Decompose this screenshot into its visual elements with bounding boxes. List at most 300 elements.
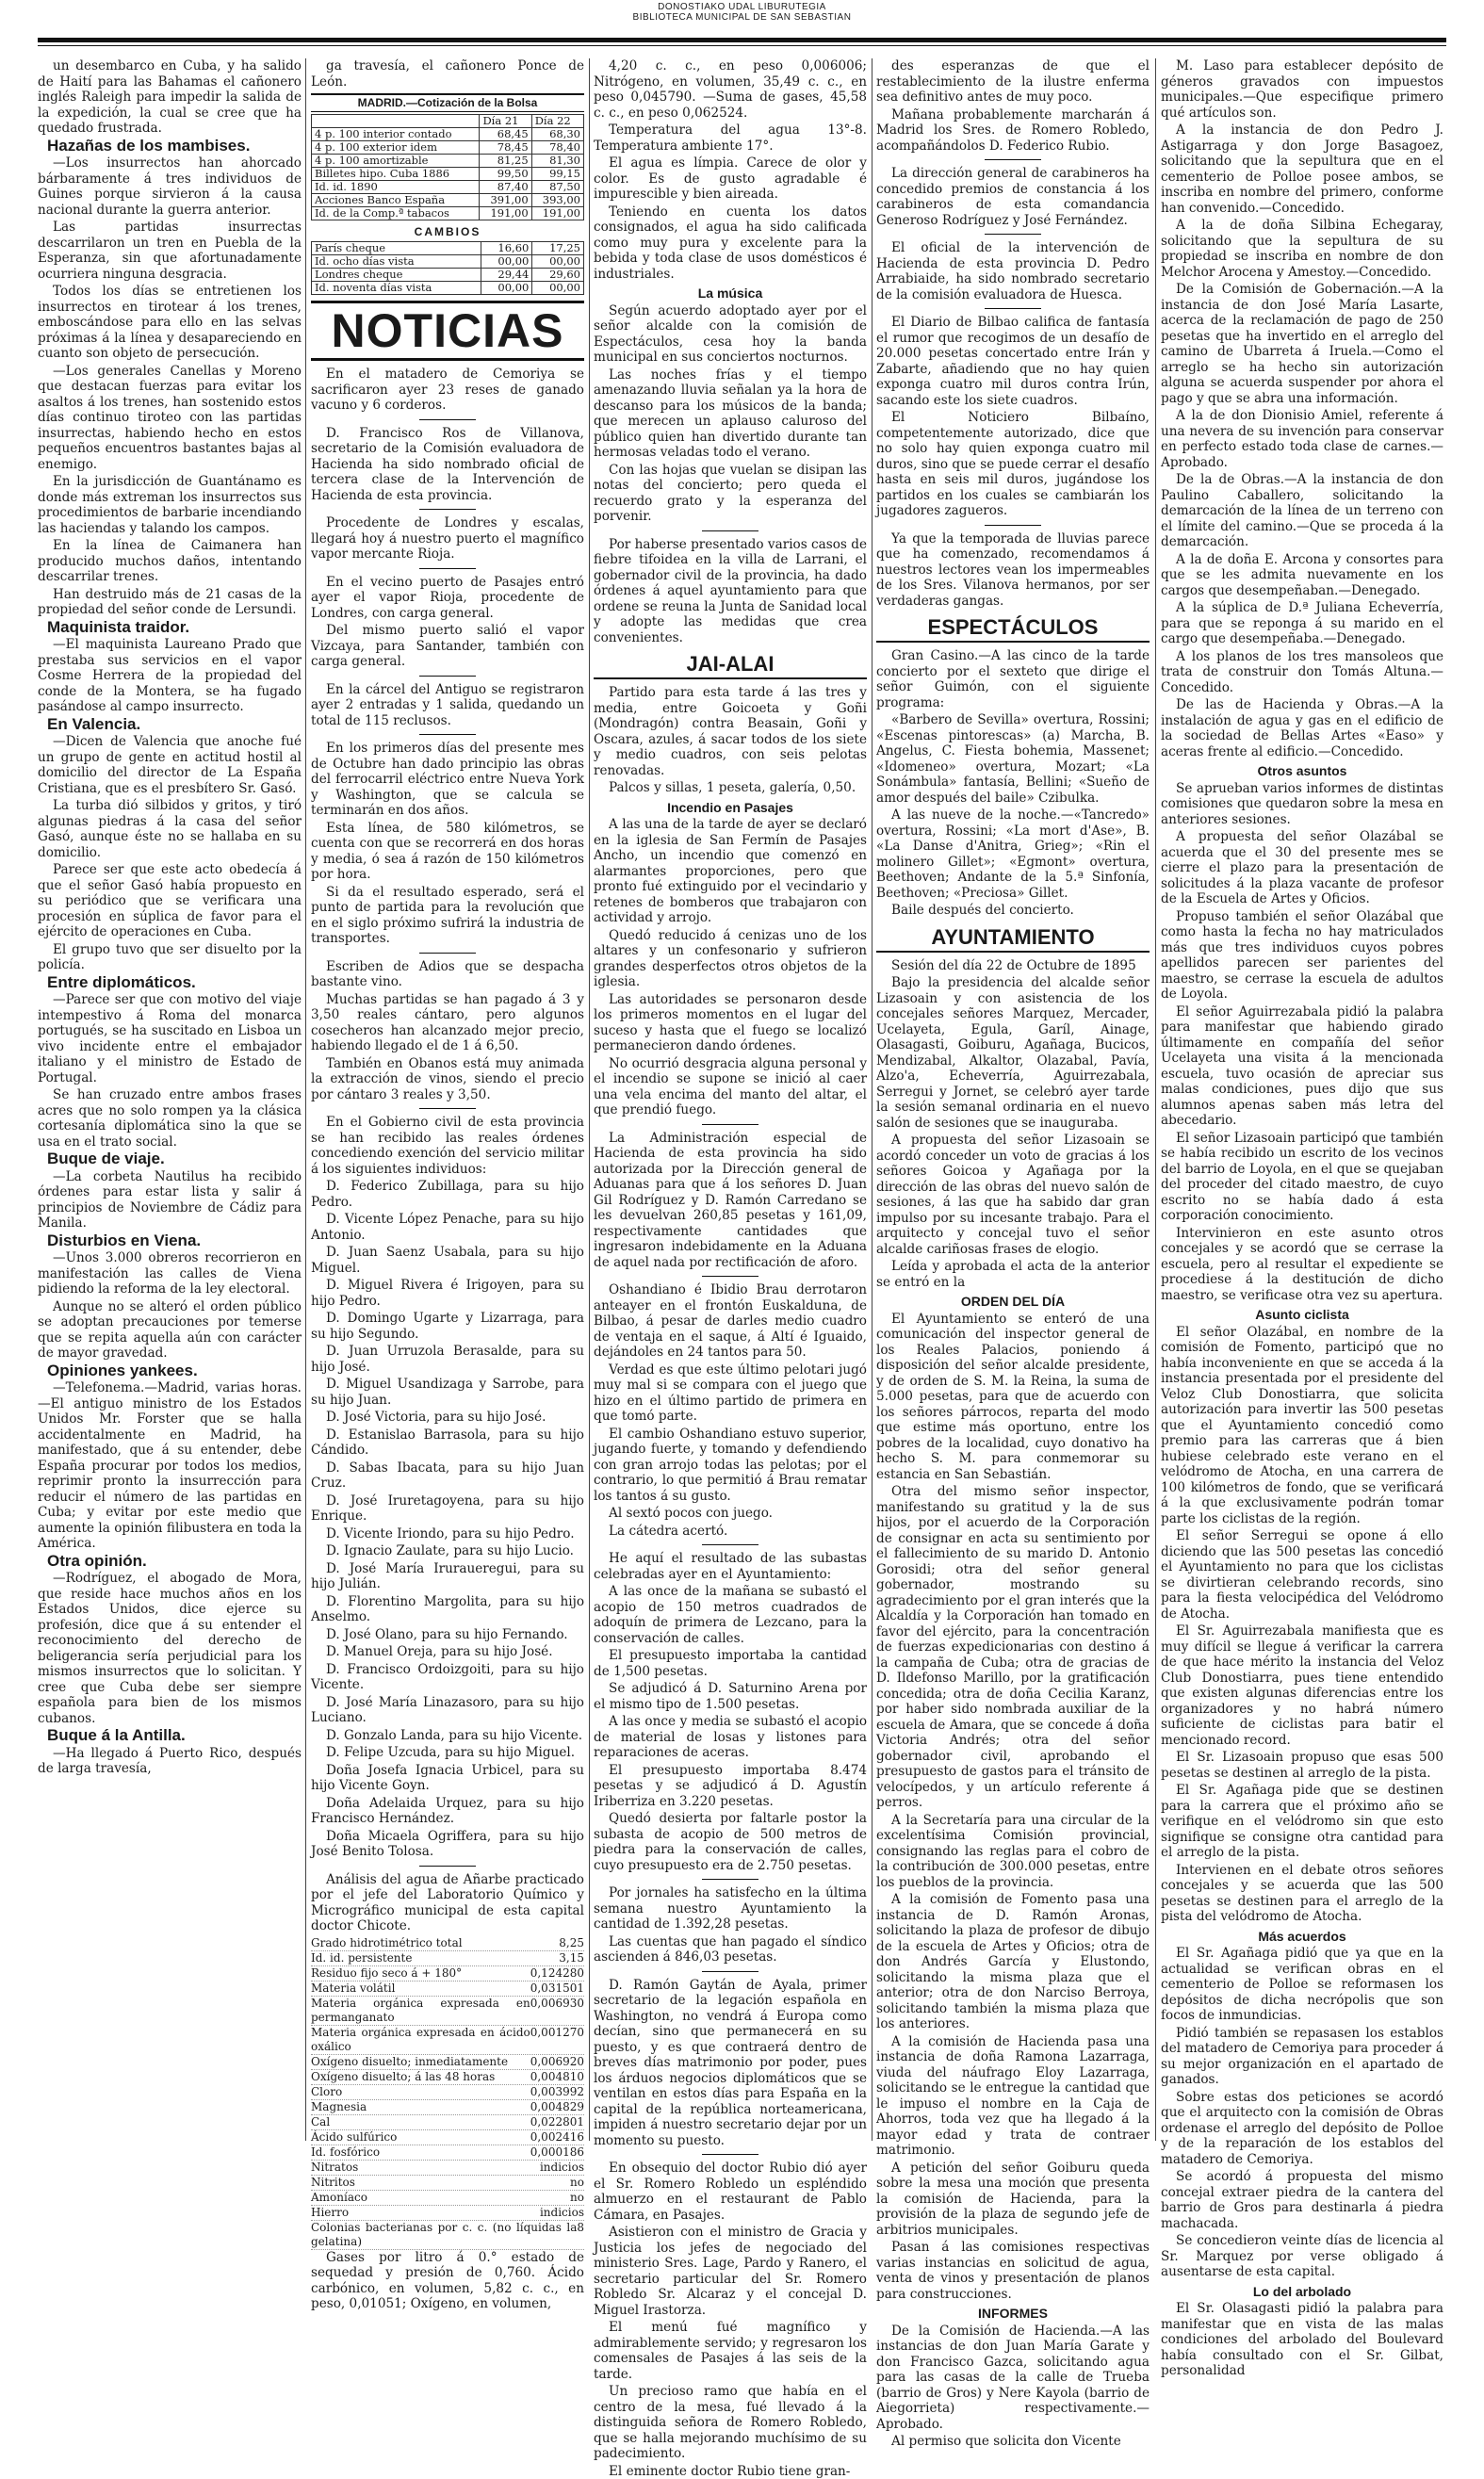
article-paragraph: D. Francisco Ordoizgoiti, para su hijo Vicente. <box>311 1662 584 1693</box>
article-paragraph: Han destruido más de 21 casas de la propiedad del señor conde de Lersundi. <box>38 587 302 618</box>
analysis-row <box>311 1951 584 1966</box>
article-paragraph: D. José Victoria, para su hijo José. <box>311 1410 584 1426</box>
analysis-row <box>311 2085 584 2100</box>
article-paragraph: —Dicen de Valencia que anoche fué un grupo de gente en actitud hostil al domicilio del director de La España Cristiana, que es el presbítero Sr. Gasó. <box>38 734 302 796</box>
table-cell: Id. de la Comp.ª tabacos <box>312 206 480 220</box>
analysis-row <box>311 2026 584 2055</box>
article-paragraph: Al permiso que solicita don Vicente <box>876 2434 1150 2450</box>
article-paragraph: Al sextó pocos con juego. <box>594 1506 867 1522</box>
analysis-row <box>311 2191 584 2206</box>
article-paragraph: El Sr. Aguirrezabala manifiesta que es muy difícil se llegue á verificar la carrera de que hace mérito la instancia del Veloz Club Donostiarra, pues tiene entendido que existen algunas diferencias entre los organizadores y no habrá número suficiente de ciclistas para batir el mencionado record. <box>1161 1623 1443 1748</box>
table-cell: 78,45 <box>480 140 531 154</box>
article-paragraph: El oficial de la intervención de Hacienda de esta provincia D. Pedro Arrabiaide, ha sido nombrado secretario de la comisión evaluadora de Huesca. <box>876 240 1150 302</box>
article-paragraph: A propuesta del señor Olazábal se acuerda que el 30 del presente mes se cierre el plazo para la presentación de solicitudes á la plaza vacante de profesor de la Escuela de Artes y Oficios. <box>1161 829 1443 907</box>
bolsa-row <box>312 154 584 167</box>
article-paragraph: Escriben de Adios que se despacha bastante vino. <box>311 959 584 990</box>
section-subheading: ORDEN DEL DÍA <box>876 1294 1150 1310</box>
noticias-body <box>311 367 584 1934</box>
article-paragraph: El presupuesto importaba 8.474 pesetas y se adjudicó á D. Agustín Iriberriza en 3.220 pesetas. <box>594 1763 867 1810</box>
news-headline: Disturbios en Viena. <box>38 1233 302 1249</box>
article-paragraph: Pasan á las comisiones respectivas varias instancias en solicitud de agua, venta de vinos y presentación de planos para construcciones. <box>876 2240 1150 2302</box>
table-cell: 191,00 <box>531 206 583 220</box>
table-cell: Id. id. 1890 <box>312 180 480 193</box>
article-paragraph: El Sr. Lizasoain propuso que esas 500 pesetas se destinen al arreglo de la pista. <box>1161 1750 1443 1781</box>
separator-rule <box>985 308 1041 309</box>
article-paragraph: Con las hojas que vuelan se disipan las notas del concierto; pero queda el recuerdo grato y la esperanza del porvenir. <box>594 463 867 525</box>
analysis-value: 0,022801 <box>530 2115 584 2129</box>
analysis-value: 3,15 <box>559 1951 584 1965</box>
separator-rule <box>702 1879 758 1880</box>
article-paragraph: Pidió también se repasasen los establos del matadero de Cemoriya para proceder á su mejor organización en el apartado de ganados. <box>1161 2026 1443 2088</box>
article-paragraph: El agua es límpia. Carece de olor y color. Es de gusto agradable é impurescible y bien aireada. <box>594 155 867 203</box>
article-paragraph: La cátedra acertó. <box>594 1524 867 1540</box>
article-paragraph: D. Domingo Ugarte y Lizarraga, para su hijo Segundo. <box>311 1311 584 1342</box>
section-heading: AYUNTAMIENTO <box>876 924 1150 953</box>
article-paragraph: A las once y media se subastó el acopio de material de losas y listones para reparaciones de aceras. <box>594 1714 867 1761</box>
analysis-row <box>311 2100 584 2115</box>
article-paragraph: Se han cruzado entre ambos frases acres que no solo rompen ya la clásica cortesanía diplomática sino la que se usa en el trato social. <box>38 1087 302 1150</box>
article-paragraph: El menú fué magnífico y admirablemente servido; y regresaron los comensales de Pasajes á las seis de la tarde. <box>594 2320 867 2382</box>
analysis-row <box>311 1936 584 1951</box>
analysis-label: Grado hidrotimétrico total <box>311 1936 463 1950</box>
article-paragraph: Se aprueban varios informes de distintas comisiones que quedaron sobre la mesa en anteriores sesiones. <box>1161 781 1443 828</box>
article-paragraph: D. Juan Saenz Usabala, para su hijo Miguel. <box>311 1245 584 1276</box>
article-paragraph: —Los generales Canellas y Moreno que destacan fuerzas para evitar los asaltos á los trenes, han sostenido estos días continuo tiroteo con las partidas insurrectas, habiendo hecho en estos pequeños encuentros bastantes bajas al enemigo. <box>38 364 302 473</box>
article-paragraph: A la de doña E. Arcona y consortes para que se les admita nuevamente en los cargos que desempeñaban.—Denegado. <box>1161 552 1443 599</box>
continued-text: ga travesía, el cañonero Ponce de León. <box>311 58 584 90</box>
article-paragraph: A la súplica de D.ª Juliana Echeverría, para que se reponga á su marido en el cargo que desempeñaba.—Denegado. <box>1161 600 1443 647</box>
article-paragraph: —Ha llegado á Puerto Rico, después de larga travesía, <box>38 1746 302 1777</box>
analysis-label: Id. fosfórico <box>311 2145 380 2160</box>
article-paragraph: De la Comisión de Hacienda.—A las instancias de don Juan María Garate y don Francisco Gazca, solicitando agua para las casas de la calle de Trueba (barrio de Gros) y Nere Kayola (barrio de Aiegorrieta) respectivamente.—Aprobado. <box>876 2324 1150 2433</box>
article-paragraph: A la de doña Silbina Echegaray, solicitando que la sepultura de su propiedad se inscriba en nombre de don Melchor Arocena y Amestoy.—Concedido. <box>1161 218 1443 280</box>
analysis-row <box>311 2115 584 2130</box>
article-paragraph: El cambio Oshandiano estuvo superior, jugando fuerte, y tomando y defendiendo con gran arrojo todas las pelotas; por el contrario, lo que permitió á Brau rematar los tantos á su gusto. <box>594 1427 867 1505</box>
bolsa-header-cell: Día 22 <box>531 114 583 127</box>
bolsa-table <box>311 114 584 220</box>
news-headline: Maquinista traidor. <box>38 620 302 636</box>
article-paragraph: —Unos 3.000 obreros recorrieron en manifestación las calles de Viena pidiendo la reforma de la ley electoral. <box>38 1250 302 1297</box>
article-paragraph: Se adjudicó á D. Saturnino Arena por el mismo tipo de 1.500 pesetas. <box>594 1681 867 1712</box>
article-paragraph: «Barbero de Sevilla» overtura, Rossini; «Escenas pintorescas» (a) Marcha, B. Angelus, C. Fiesta bohemia, Massenet; «Idomeneo» overtura, Mozart; «La Sonámbula» fantasía, Bellini; «Sueño de amor después del baile» Czibulka. <box>876 712 1150 806</box>
article-paragraph: De la de Obras.—A la instancia de don Paulino Caballero, solicitando la demarcación de la línea de un terreno con el límite del camino.—Que se proceda á la demarcación. <box>1161 472 1443 550</box>
article-paragraph: De las de Hacienda y Obras.—A la instalación de agua y gas en el edificio de la sociedad de Bellas Artes «Easo» y aceras frente al edificio.—Concedido. <box>1161 697 1443 759</box>
bolsa-header-cell: Día 21 <box>480 114 531 127</box>
table-cell: 393,00 <box>531 193 583 206</box>
analysis-row <box>311 2221 584 2250</box>
article-paragraph: En la línea de Caimanera han producido muchos daños, intentando descarrilar trenes. <box>38 538 302 585</box>
article-paragraph: Se concedieron veinte días de licencia al Sr. Marquez por verse obligado á ausentarse de esta capital. <box>1161 2233 1443 2280</box>
analysis-row <box>311 2130 584 2145</box>
table-cell: 99,15 <box>531 167 583 180</box>
article-paragraph: Por haberse presentado varios casos de fiebre tifoidea en la villa de Larrani, el gobernador civil de la provincia, ha dado órdenes á aquel ayuntamiento para que ordene se reuna la Junta de Sanidad local y adopte las medidas que crea convenientes. <box>594 537 867 646</box>
analysis-gases: Gases por litro á 0.° estado de sequedad y presión de 0,760. Ácido carbónico, en volumen, 5,82 c. c., en peso, 0,01051; Oxígeno, en volumen, <box>311 2250 584 2312</box>
news-headline: En Valencia. <box>38 717 302 733</box>
analysis-label: Nitratos <box>311 2161 358 2175</box>
header-rule-thin <box>38 45 1446 46</box>
table-cell: 00,00 <box>532 282 584 295</box>
article-paragraph: Las noches frías y el tiempo amenazando lluvia señalan ya la hora de descanso para los músicos de la banda; que merecen un aplauso caluroso del público quien han divertido durante tan hermosas veladas todo el verano. <box>594 367 867 461</box>
article-paragraph: Gran Casino.—A las cinco de la tarde concierto por el sexteto que dirige el señor Guimón, con el siguiente programa: <box>876 648 1150 710</box>
article-paragraph: D. José Olano, para su hijo Fernando. <box>311 1627 584 1643</box>
stamp-line-1: DONOSTIAKO UDAL LIBURUTEGIA <box>0 2 1484 12</box>
analysis-value: 8 <box>577 2221 584 2249</box>
table-cell: Id. noventa días vista <box>312 282 481 295</box>
table-cell: 4 p. 100 amortizable <box>312 154 480 167</box>
article-paragraph: Doña Josefa Ignacia Urbicel, para su hijo Vicente Goyn. <box>311 1763 584 1794</box>
bolsa-row <box>312 206 584 220</box>
article-paragraph: El grupo tuvo que ser disuelto por la policía. <box>38 942 302 973</box>
article-paragraph: D. José Iruretagoyena, para su hijo Enrique. <box>311 1493 584 1525</box>
news-headline: Hazañas de los mambises. <box>38 139 302 155</box>
analysis-row <box>311 2161 584 2176</box>
article-paragraph: Quedó reducido á cenizas uno de los altares y un confesonario y sufrieron grandes desperfectos otros objetos de la iglesia. <box>594 928 867 990</box>
separator-rule <box>419 676 476 677</box>
table-cell: 78,40 <box>531 140 583 154</box>
article-paragraph: Las partidas insurrectas descarrilaron un tren en Puebla de la Esperanza, sin que afortunadamente ocurriera ninguna desgracia. <box>38 220 302 282</box>
article-paragraph: —El maquinista Laureano Prado que prestaba sus servicios en el vapor Cosme Herrera de la propiedad del conde de la Montera, se ha fugado pasándose al campo insurrecto. <box>38 637 302 715</box>
article-paragraph: El eminente doctor Rubio tiene gran- <box>594 2464 867 2479</box>
article-paragraph: A los planos de los tres mansoleos que trata de construir don Tomás Altuna.—Concedido. <box>1161 649 1443 696</box>
news-headline: Otra opinión. <box>38 1554 302 1570</box>
separator-rule <box>419 419 476 420</box>
analysis-value: 0,001270 <box>530 2026 584 2054</box>
section-subheading: Otros asuntos <box>1161 763 1443 779</box>
article-paragraph: D. Ignacio Zaulate, para su hijo Lucio. <box>311 1543 584 1559</box>
article-paragraph: Baile después del concierto. <box>876 903 1150 919</box>
separator-rule <box>985 159 1041 160</box>
separator-rule <box>985 234 1041 235</box>
article-paragraph: Las autoridades se personaron desde los primeros momentos en el lugar del suceso y hasta que el fuego se localizó permanecieron dando órdenes. <box>594 992 867 1054</box>
article-paragraph: También en Obanos está muy animada la extracción de vinos, siendo el precio por cántaro 3 reales y 3,50. <box>311 1056 584 1103</box>
article-paragraph: En el vecino puerto de Pasajes entró ayer el vapor Rioja, procedente de Londres, con carga general. <box>311 575 584 622</box>
article-paragraph: —Telefonema.—Madrid, varias horas.—El antiguo ministro de los Estados Unidos Mr. Forster que se halla accidentalmente en Madrid, ha manifestado, que á su entender, debe España procurar por todos los medios, reprimir pronto la insurrección para reducir el número de las partidas en Cuba; y evitar por este medio que aumente la opinión filibustera en toda la América. <box>38 1380 302 1552</box>
analysis-label: Materia volátil <box>311 1982 395 1996</box>
analysis-value: 0,006930 <box>530 1997 584 2025</box>
separator-rule <box>419 1108 476 1109</box>
article-paragraph: Procedente de Londres y escalas, llegará hoy á nuestro puerto el magnífico vapor mercante Rioja. <box>311 515 584 563</box>
analysis-row <box>311 1982 584 1997</box>
article-paragraph: Asistieron con el ministro de Gracia y Justicia los jefes de negociado del ministerio Sres. Lage, Pardo y Ranero, el secretario particular del Sr. Romero Robledo Sr. Alcaraz y el concejal D. Miguel Irastorza. <box>594 2225 867 2318</box>
article-paragraph: He aquí el resultado de las subastas celebradas ayer en el Ayuntamiento: <box>594 1551 867 1582</box>
column-5 <box>1161 58 1443 2141</box>
table-cell: 68,30 <box>531 127 583 140</box>
separator-rule <box>419 953 476 954</box>
analysis-label: Oxígeno disuelto; inmediatamente <box>311 2055 508 2069</box>
article-paragraph: En el Gobierno civil de esta provincia se han recibido las reales órdenes concediendo exención del servicio militar á los siguientes individuos: <box>311 1115 584 1177</box>
analysis-value: 0,004810 <box>530 2070 584 2084</box>
analysis-label: Ácido sulfúrico <box>311 2130 397 2145</box>
stamp-line-2: BIBLIOTECA MUNICIPAL DE SAN SEBASTIAN <box>0 12 1484 23</box>
analysis-label: Cal <box>311 2115 330 2129</box>
article-paragraph: D. Francisco Ros de Villanova, secretario de la Comisión evaluadora de Hacienda ha sido nombrado oficial de tercera clase de la Intervención de Hacienda de esta provincia. <box>311 426 584 504</box>
article-paragraph: Aunque no se alteró el orden público se adoptan precauciones por temerse que se repita aquella aún con carácter de mayor gravedad. <box>38 1299 302 1362</box>
table-cell: 81,25 <box>480 154 531 167</box>
article-paragraph: El señor Aguirrezabala pidió la palabra para manifestar que habiendo girado últimamente en compañía del señor Ucelayeta una visita á la mencionada escuela, tuvo ocasión de apreciar sus malas condiciones, pues dijo que sus alumnos apenas saben más letra del abecedario. <box>1161 1004 1443 1129</box>
news-headline: Opiniones yankees. <box>38 1363 302 1379</box>
table-cell: 99,50 <box>480 167 531 180</box>
article-paragraph: El señor Serregui se opone á ello diciendo que las 500 pesetas las concedió el Ayuntamiento no para que los ciclistas se divirtieran celebrando records, sino para la fiesta velocipédica del Velódromo de Atocha. <box>1161 1528 1443 1622</box>
analysis-label: Oxígeno disuelto; á las 48 horas <box>311 2070 495 2084</box>
table-cell: Acciones Banco España <box>312 193 480 206</box>
analysis-value: 0,004829 <box>530 2100 584 2114</box>
separator-rule <box>419 568 476 569</box>
cambios-table <box>311 241 584 295</box>
article-paragraph: En la jurisdicción de Guantánamo es donde más extreman los insurrectos sus procedimientos de barbarie incendiando las haciendas y talando los campos. <box>38 474 302 536</box>
section-subheading: Más acuerdos <box>1161 1929 1443 1945</box>
article-paragraph: A la de don Dionisio Amiel, referente á una nevera de su invención para conservar en perfecto estado toda clase de carnes.—Aprobado. <box>1161 408 1443 470</box>
article-paragraph: D. Felipe Uzcuda, para su hijo Miguel. <box>311 1745 584 1761</box>
section-subheading: Asunto ciclista <box>1161 1307 1443 1323</box>
table-cell: 4 p. 100 interior contado <box>312 127 480 140</box>
analysis-label: Materia orgánica expresada en permanganato <box>311 1997 530 2025</box>
article-paragraph: Se acordó á propuesta del mismo concejal extraer piedra de la cantera del barrio de Gros para destinarla á piedra machacada. <box>1161 2169 1443 2231</box>
article-paragraph: La dirección general de carabineros ha concedido premios de constancia á los carabineros de esta comandancia Generoso Rodríguez y José Fernández. <box>876 166 1150 228</box>
table-cell: 00,00 <box>532 255 584 269</box>
column-divider <box>589 58 590 2141</box>
analysis-value: indicios <box>540 2206 584 2220</box>
analysis-value: indicios <box>540 2161 584 2175</box>
article-paragraph: El señor Olazábal, en nombre de la comisión de Fomento, participó que no había inconveniente en que se acceda á la instancia presentada por el presidente del Veloz Club Donostiarra, que solicita autorización para invertir las 500 pesetas que el Ayuntamiento concedió como premio para las carreras que á bien hubiese celebrado este verano en el velódromo de Atocha, en una carrera de 100 kilómetros de fondo, que se verificará á la que exclusivamente podrán tomar parte los ciclistas de la región. <box>1161 1325 1443 1527</box>
article-paragraph: Todos los días se entretienen los insurrectos en tirotear á los trenes, emboscándose para ello en las selvas próximas á la línea y desapareciendo en cuanto son objeto de persecución. <box>38 284 302 362</box>
article-paragraph: La turba dió silbidos y gritos, y tiró algunas piedras á la casa del señor Gasó, aunque éste no se hallaba en su domicilio. <box>38 798 302 860</box>
table-cell: 391,00 <box>480 193 531 206</box>
table-cell: 29,44 <box>481 269 532 282</box>
analysis-row <box>311 2145 584 2161</box>
article-paragraph: D. José María Iruraueregui, para su hijo Julián. <box>311 1561 584 1592</box>
cambio-row <box>312 242 584 255</box>
column-3 <box>594 58 867 2141</box>
article-paragraph: Quedó desierta por faltarle postor la subasta de acopio de 500 metros de piedra para la conservación de calles, cuyo presupuesto era de 2.750 pesetas. <box>594 1811 867 1873</box>
analysis-value: no <box>570 2176 584 2190</box>
article-paragraph: D. Federico Zubillaga, para su hijo Pedro. <box>311 1179 584 1210</box>
article-paragraph: Bajo la presidencia del alcalde señor Lizasoain y con asistencia de los concejales señores Marquez, Mercader, Ucelayeta, Egula, Garíl, Ainage, Olasagasti, Goiburu, Agañaga, Bucicos, Mendizabal, Alkaltor, Olazabal, Pavía, Alzo'a, Echeverría, Aguirrezabala, Serregui y Jornet, se celebró ayer tarde la sesión semanal ordinaria en el nuevo salón de sesiones que se inauguraba. <box>876 975 1150 1131</box>
article-paragraph: 4,20 c. c., en peso 0,006006; Nitrógeno, en volumen, 35,49 c. c., en peso 0,045790. —Suma de gases, 45,58 c. c., en peso 0,062524. <box>594 58 867 121</box>
article-paragraph: A petición del señor Goiburu queda sobre la mesa una moción que presenta la comisión de Hacienda, para la provisión de la plaza de segundo jefe de arbitrios municipales. <box>876 2161 1150 2239</box>
section-subheading: Lo del arbolado <box>1161 2284 1443 2300</box>
article-paragraph: D. Juan Urruzola Berasalde, para su hijo José. <box>311 1344 584 1375</box>
article-paragraph: El Diario de Bilbao califica de fantasía el rumor que recogimos de un desafío de 20.000 pesetas concertado entre Irán y Zabarte, añadiendo que no hay quien exponga cuatro mil duros contra Irún, sacando este los siete cuadros. <box>876 315 1150 408</box>
analysis-row <box>311 2176 584 2191</box>
article-paragraph: En la cárcel del Antiguo se registraron ayer 2 entradas y 1 salida, quedando un total de 115 reclusos. <box>311 682 584 729</box>
article-paragraph: D. Manuel Oreja, para su hijo José. <box>311 1644 584 1660</box>
article-paragraph: En obsequio del doctor Rubio dió ayer el Sr. Romero Robledo un espléndido almuerzo en el restaurant de Pablo Cámara, en Pasajes. <box>594 2161 867 2223</box>
analysis-label: Nitritos <box>311 2176 355 2190</box>
article-paragraph: Un precioso ramo que había en el centro de la mesa, fué llevado á la distinguida señora de Romero Robledo, que se halla mejorando muchísimo de su padecimiento. <box>594 2384 867 2462</box>
article-paragraph: D. José María Linazasoro, para su hijo Luciano. <box>311 1695 584 1726</box>
article-paragraph: Partido para esta tarde á las tres y media, entre Goicoeta y Goñi (Mondragón) contra Beasain, Goñi y Oscara, azules, á sacar todos de los siete y medio cuadros, con seis pelotas renovadas. <box>594 685 867 778</box>
article-paragraph: Si da el resultado esperado, será el punto de partida para la revolución que en el siglo próximo sufrirá la industria de transportes. <box>311 885 584 947</box>
separator-rule <box>702 1971 758 1972</box>
table-cell: 29,60 <box>532 269 584 282</box>
article-paragraph: D. Ramón Gaytán de Ayala, primer secretario de la legación española en Washington, no vendrá á Europa como decían, sino que permanecerá en su puesto, y es que contraerá dentro de breves días matrimonio por poder, pues los árduos negocios diplomáticos que se ventilan en estos días para España en la capital de la república norteamericana, impiden á nuestro secretario dejar por un momento su puesto. <box>594 1978 867 2149</box>
analysis-label: Magnesia <box>311 2100 367 2114</box>
separator-rule <box>419 734 476 735</box>
article-paragraph: Intervinieron en este asunto otros concejales y se acordó que se cerrase la escuela, pero al resultar el expediente se procediese á la destitución de dicho maestro, se verificase otra vez su apertura. <box>1161 1226 1443 1304</box>
separator-rule <box>702 530 758 531</box>
library-stamp <box>0 2 1484 23</box>
table-cell: París cheque <box>312 242 481 255</box>
separator-rule <box>702 1276 758 1277</box>
article-paragraph: Teniendo en cuenta los datos consignados, el agua ha sido calificada como muy pura y excelente para la bebida y toda clase de usos domésticos é industriales. <box>594 204 867 283</box>
article-paragraph: Ya que la temporada de lluvias parece que ha comenzado, recomendamos á nuestros lectores vean los impermeables de los Sres. Vilanova hermanos, por ser verdaderas gangas. <box>876 531 1150 610</box>
article-paragraph: Muchas partidas se han pagado á 3 y 3,50 reales cántaro, pero algunos cosecheros han alcanzado mejor precio, habiendo llegado el de 1 á 6,50. <box>311 992 584 1054</box>
article-paragraph: Doña Micaela Ogriffera, para su hijo José Benito Tolosa. <box>311 1829 584 1860</box>
news-headline: Buque á la Antilla. <box>38 1728 302 1744</box>
article-paragraph: En los primeros días del presente mes de Octubre han dado principio las obras del ferrocarril eléctrico entre Nueva York y Washington, que se calcula se terminarán en dos años. <box>311 741 584 819</box>
article-paragraph: En el matadero de Cemoriya se sacrificaron ayer 23 reses de ganado vacuno y 6 corderos. <box>311 367 584 414</box>
article-paragraph: M. Laso para establecer depósito de géneros gravados con impuestos municipales.—Que especifique primero qué artículos son. <box>1161 58 1443 121</box>
article-paragraph: un desembarco en Cuba, y ha salido de Haití para las Bahamas el cañonero inglés Raleigh para impedir la salida de la expedición, la cual se cree que ha quedado frustrada. <box>38 58 302 137</box>
analysis-value: 0,000186 <box>530 2145 584 2160</box>
column-divider <box>1155 58 1156 2141</box>
article-paragraph: No ocurrió desgracia alguna personal y el incendio se supone se inició al caer una vela encima del manto del altar, el que prendió fuego. <box>594 1056 867 1118</box>
article-paragraph: El presupuesto importaba la cantidad de 1,500 pesetas. <box>594 1648 867 1679</box>
article-paragraph: Por jornales ha satisfecho en la última semana nuestro Ayuntamiento la cantidad de 1.392,28 pesetas. <box>594 1885 867 1933</box>
article-paragraph: El Sr. Agañaga pide que se destinen para la carrera que el próximo año se verifique en el velódromo sin que esto signifique se consigne otra cantidad para el arreglo de la pista. <box>1161 1783 1443 1861</box>
analysis-label: Residuo fijo seco á + 180° <box>311 1966 462 1981</box>
separator-rule <box>985 525 1041 526</box>
article-paragraph: La Administración especial de Hacienda de esta provincia ha sido autorizada por la Dirección general de Aduanas para que á los señores D. Juan Gil Rodríguez y D. Ramón Carredano se les devuelvan 260,85 pesetas y 161,09, respectivamente cantidades que ingresaron indebidamente en la Aduana de aquel nada por rectificación de aforo. <box>594 1131 867 1271</box>
section-subheading: La música <box>594 285 867 302</box>
article-paragraph: Temperatura del agua 13°-8. Temperatura ambiente 17°. <box>594 122 867 154</box>
table-cell: 17,25 <box>532 242 584 255</box>
table-cell: 87,40 <box>480 180 531 193</box>
table-cell: 16,60 <box>481 242 532 255</box>
bolsa-row <box>312 127 584 140</box>
analysis-label: Cloro <box>311 2085 342 2099</box>
bolsa-title: MADRID.—Cotización de la Bolsa <box>311 93 584 112</box>
header-rule <box>38 38 1446 42</box>
article-paragraph: A la Secretaría para una circular de la excelentísima Comisión provincial, consignando las reglas para el cobro de la contribución de 300.000 pesetas, entre los pueblos de la provincia. <box>876 1813 1150 1891</box>
table-cell: Id. ocho días vista <box>312 255 481 269</box>
analysis-value: 8,25 <box>559 1936 584 1950</box>
table-cell: 191,00 <box>480 206 531 220</box>
table-cell: 68,45 <box>480 127 531 140</box>
bolsa-row <box>312 180 584 193</box>
noticias-title: NOTICIAS <box>311 301 584 361</box>
bolsa-header-cell <box>312 114 480 127</box>
bolsa-row <box>312 193 584 206</box>
column-1 <box>38 58 302 2141</box>
article-paragraph: —Rodríguez, el abogado de Mora, que reside hace muchos años en los Estados Unidos, dice ejerce su profesión, dice que á su entender el reconocimiento del derecho de beligerancia sería perjudicial para los mismos insurrectos que lo solicitan. Y cree que Cuba debe ser siempre española para bien de los mismos cubanos. <box>38 1571 302 1726</box>
analysis-value: 0,124280 <box>530 1966 584 1981</box>
analysis-label: Hierro <box>311 2206 349 2220</box>
article-paragraph: Propuso también el señor Olazábal que como hasta la fecha no hay matriculados más que tres individuos cuyos pobres apellidos parecen ser parientes del maestro, se cerrase la escuela de adultos de Loyola. <box>1161 909 1443 1003</box>
article-paragraph: Parece ser que este acto obedecía á que el señor Gasó había propuesto en su periódico que se verificara una procesión en súplica de favor para el ejército de operaciones en Cuba. <box>38 862 302 940</box>
article-paragraph: D. Vicente López Penache, para su hijo Antonio. <box>311 1212 584 1243</box>
section-heading: ESPECTÁCULOS <box>876 614 1150 643</box>
article-paragraph: Verdad es que este último pelotari jugó muy mal si se compara con el juego que hizo en el último partido de primera en que tomó parte. <box>594 1362 867 1425</box>
article-paragraph: Mañana probablemente marcharán á Madrid los Sres. de Romero Robledo, acompañándolos D. Federico Rubio. <box>876 107 1150 155</box>
article-paragraph: Las cuentas que han pagado el síndico ascienden á 846,03 pesetas. <box>594 1934 867 1965</box>
table-cell: Billetes hipo. Cuba 1886 <box>312 167 480 180</box>
article-paragraph: Doña Adelaida Urquez, para su hijo Francisco Hernández. <box>311 1796 584 1827</box>
separator-rule <box>702 1544 758 1545</box>
article-paragraph: D. Gonzalo Landa, para su hijo Vicente. <box>311 1728 584 1744</box>
article-paragraph: A las una de la tarde de ayer se declaró en la iglesia de San Fermín de Pasajes Ancho, un incendio que comenzó en alarmantes proporciones, pero que pronto fué extinguido por el vecindario y retenes de bomberos que trabajaron con actividad y arrojo. <box>594 817 867 926</box>
article-paragraph: De la Comisión de Gobernación.—A la instancia de don José María Lasarte, acerca de la reclamación de pago de 250 pesetas que ha invertido en el arreglo del camino de Ubarreta á Iruela.—Como el arreglo se ha hecho sin autorización alguna se acuerda suspender por ahora el pago y que se abra una información. <box>1161 282 1443 406</box>
article-paragraph: des esperanzas de que el restablecimiento de la ilustre enferma sea definitivo antes de muy poco. <box>876 58 1150 106</box>
article-paragraph: D. Vicente Iriondo, para su hijo Pedro. <box>311 1526 584 1542</box>
analysis-value: 0,031501 <box>530 1982 584 1996</box>
analysis-row <box>311 1997 584 2026</box>
article-paragraph: Según acuerdo adoptado ayer por el señor alcalde con la comisión de Espectáculos, cesa hoy la banda municipal en sus conciertos nocturnos. <box>594 303 867 366</box>
analysis-label: Materia orgánica expresada en ácido oxálico <box>311 2026 530 2054</box>
analysis-label: Colonias bacterianas por c. c. (no líquidas la gelatina) <box>311 2221 577 2249</box>
cambio-row <box>312 255 584 269</box>
analysis-row <box>311 2070 584 2085</box>
article-paragraph: Oshandiano é Ibidio Brau derrotaron anteayer en el frontón Euskalduna, de Bilbao, á pesar de darles medio cuadro de ventaja en el saque, á Altí é Iguaido, dejándoles en 24 tantos para 50. <box>594 1282 867 1361</box>
cambio-row <box>312 269 584 282</box>
article-paragraph: A la comisión de Fomento pasa una instancia de D. Ramón Aronas, solicitando la plaza de profesor de dibujo de la escuela de Artes y Oficios; otra de don Andrés García y Elustondo, solicitando la misma plaza que el anterior; otra de don Narciso Berroya, solicitando también la misma plaza que los anteriores. <box>876 1892 1150 2032</box>
section-subheading: INFORMES <box>876 2306 1150 2322</box>
analysis-row <box>311 2055 584 2070</box>
separator-rule <box>702 1124 758 1125</box>
table-cell: 00,00 <box>481 255 532 269</box>
table-cell: 00,00 <box>481 282 532 295</box>
article-paragraph: D. Florentino Margolita, para su hijo Anselmo. <box>311 1594 584 1625</box>
column-2 <box>311 58 584 2141</box>
article-paragraph: D. Miguel Usandizaga y Sarrobe, para su hijo Juan. <box>311 1377 584 1408</box>
table-cell: Londres cheque <box>312 269 481 282</box>
article-paragraph: El Sr. Olasagasti pidió la palabra para manifestar que en vista de las malas condiciones del arbolado del Boulevard había consultado con el Sr. Gilbat, personalidad <box>1161 2301 1443 2379</box>
analysis-label: Id. id. persistente <box>311 1951 412 1965</box>
article-paragraph: Esta línea, de 580 kilómetros, se cuenta con que se recorrerá en dos horas y media, ó sea á razón de 150 kilómetros por hora. <box>311 821 584 883</box>
article-paragraph: A las once de la mañana se subastó el acopio de 150 metros cuadrados de adoquín de primera de Lezcano, para la conservación de calles. <box>594 1584 867 1646</box>
analysis-label: Amoníaco <box>311 2191 367 2205</box>
bolsa-row <box>312 167 584 180</box>
table-cell: 87,50 <box>531 180 583 193</box>
article-paragraph: A propuesta del señor Lizasoain se acordó conceder un voto de gracias á los señores Goicoa y Agañaga por la dirección de las obras del nuevo salón de sesiones, á las que ha sabido dar gran impulso por su incesante trabajo. Para el arquitecto y concejal tuvo el señor alcalde cariñosas frases de elogio. <box>876 1133 1150 1257</box>
article-paragraph: A la comisión de Hacienda pasa una instancia de doña Ramona Lazarraga, viuda del náufrago Eloy Lazarraga, solicitando se le entregue la cantidad que le impuso el nombre en la Caja de Ahorros, toda vez que ha llegado á la mayor edad y trata de contraer matrimonio. <box>876 2034 1150 2159</box>
water-analysis <box>311 1936 584 2250</box>
table-cell: 81,30 <box>531 154 583 167</box>
article-paragraph: —La corbeta Nautilus ha recibido órdenes para estar lista y salir á principios de Noviembre de Cádiz para Manila. <box>38 1169 302 1231</box>
column-divider <box>305 58 306 2141</box>
article-paragraph: Leída y aprobada el acta de la anterior se entró en la <box>876 1259 1150 1290</box>
article-paragraph: —Parece ser que con motivo del viaje intempestivo á Roma del monarca portugués, se ha suscitado en Lisboa un vivo incidente entre el embajador italiano y el ministro de Estado de Portugal. <box>38 992 302 1085</box>
article-paragraph: El señor Lizasoain participó que también se había recibido un escrito de los vecinos del barrio de Loyola, en el que se quejaban del proceder del citado maestro, de cuyo escrito no se había dado á esta corporación conocimiento. <box>1161 1131 1443 1224</box>
news-headline: Entre diplomáticos. <box>38 975 302 991</box>
analysis-value: 0,006920 <box>530 2055 584 2069</box>
article-paragraph: Sesión del día 22 de Octubre de 1895 <box>876 958 1150 974</box>
article-paragraph: Otra del mismo señor inspector, manifestando su gratitud y la de sus hijos, por el acuerdo de la Corporación de consignar en acta su sentimiento por el fallecimiento de su marido D. Antonio Gorosidi; otra del señor general gobernador, mostrando su agradecimiento por el gran interés que la Alcaldía y la Corporación han tomado en favor del ejército, para la concentración de fuerzas expedicionarias con destino á la campaña de Cuba; otra de gracias de D. Ildefonso Marillo, por la gratificación concedida; otra de doña Cecilia Karanz, por haber sido nombrada auxiliar de la escuela de Amara, que se concede á doña Victoria Andrés; otra del señor gobernador civil, aprobando el presupuesto de gastos para el tránsito de velocípedos, y un artículo referente á perros. <box>876 1484 1150 1811</box>
analysis-value: no <box>570 2191 584 2205</box>
article-paragraph: —Los insurrectos han ahorcado bárbaramente á tres individuos de Guines porque sirvieron á la causa nacional durante la guerra anterior. <box>38 155 302 218</box>
separator-rule <box>702 2154 758 2155</box>
article-paragraph: Intervienen en el debate otros señores concejales y se acuerda que las 500 pesetas se destinen para el arreglo de la pista del velódromo de Atocha. <box>1161 1863 1443 1925</box>
bolsa-row <box>312 140 584 154</box>
article-paragraph: A las nueve de la noche.—«Tancredo» overtura, Rossini; «La mort d'Ase», B. «La Danse d'Anitra, Grieg»; «Rin el molinero Gillet»; «Egmont» overtura, Beethoven; Andante de la 5.ª Sinfonía, Beethoven; «Preciosa» Gillet. <box>876 807 1150 901</box>
article-paragraph: El Noticiero Bilbaíno, competentemente autorizado, dice que no solo hay quien exponga cuatro mil duros, sino que se puede cerrar el desafío hasta en seis mil duros, jugándose los partidos en los cuales se cambiarán los jugadores zagueros. <box>876 410 1150 519</box>
article-paragraph: Del mismo puerto salió el vapor Vizcaya, para Santander, también con carga general. <box>311 623 584 670</box>
separator-rule <box>419 1866 476 1867</box>
section-heading: JAI-ALAI <box>594 651 867 679</box>
analysis-row <box>311 1966 584 1982</box>
article-paragraph: El Ayuntamiento se enteró de una comunicación del inspector general de los Reales Palacios, poniendo á disposición del señor alcalde presidente, y de orden de S. M. la Reina, la suma de 5.000 pesetas, para que de acuerdo con los señores párrocos, reparta del modo que estime más oportuno, entre los pobres de la localidad, cuyo donativo ha hecho S. M. para conmemorar su estancia en San Sebastián. <box>876 1312 1150 1483</box>
table-cell: 4 p. 100 exterior idem <box>312 140 480 154</box>
cambio-row <box>312 282 584 295</box>
article-paragraph: El Sr. Agañaga pidió que ya que en la actualidad se verifican obras en el cementerio de Polloe se reformasen los depósitos de dicha necrópolis que son focos de inmundicias. <box>1161 1946 1443 2024</box>
separator-rule <box>419 509 476 510</box>
cambios-title: CAMBIOS <box>311 224 584 240</box>
analysis-value: 0,003992 <box>530 2085 584 2099</box>
article-paragraph: Palcos y sillas, 1 peseta, galería, 0,50. <box>594 780 867 796</box>
article-paragraph: D. Sabas Ibacata, para su hijo Juan Cruz. <box>311 1460 584 1492</box>
article-paragraph: D. Estanislao Barrasola, para su hijo Cándido. <box>311 1427 584 1459</box>
article-paragraph: D. Miguel Rivera é Irigoyen, para su hijo Pedro. <box>311 1278 584 1309</box>
